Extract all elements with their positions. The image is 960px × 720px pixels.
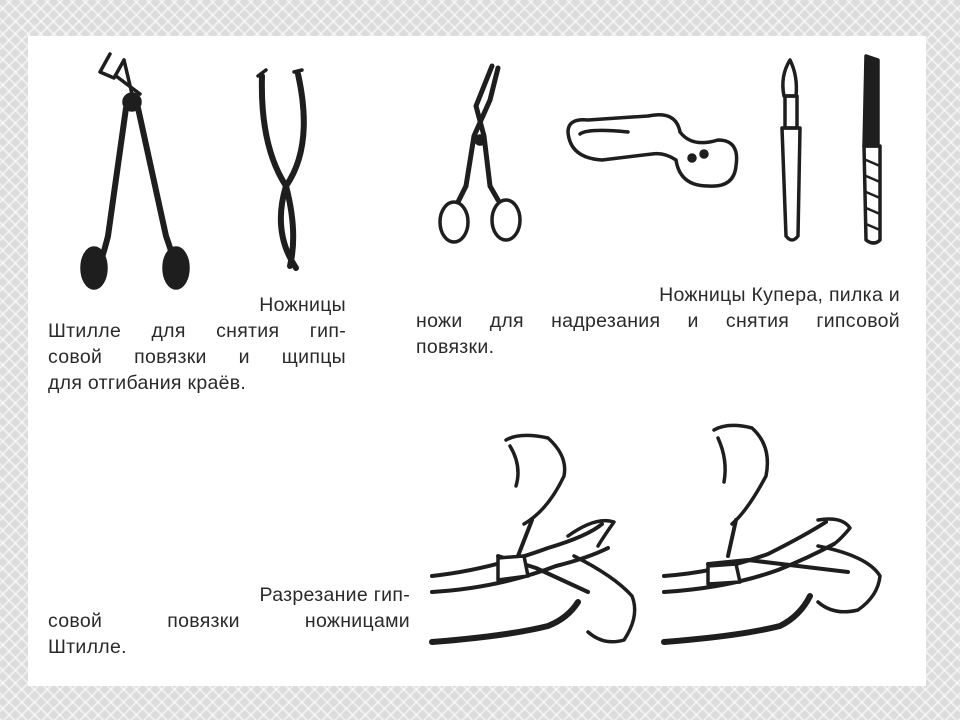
- plaster-knife-2-image: [864, 56, 880, 243]
- caption-line: совой повязки и щипцы: [48, 346, 346, 368]
- caption-line: Ножницы: [259, 294, 346, 316]
- cutting-scene-2-image: [664, 425, 880, 642]
- cast-saw-image: [568, 115, 737, 186]
- caption-line: Штилле для снятия гип-: [48, 320, 346, 342]
- caption-line: ножи для надрезания и снятия гипсовой: [416, 310, 900, 332]
- caption-cooper-tools: [416, 282, 900, 360]
- caption-line: Разрезание гип-: [259, 584, 410, 606]
- caption-line: Штилле.: [48, 636, 127, 658]
- caption-stille-scissors: [48, 292, 346, 396]
- bending-pliers-image: [258, 70, 304, 268]
- cutting-scene-1-image: [432, 435, 635, 642]
- caption-cutting-cast: [48, 582, 410, 660]
- stille-shears-image: [82, 54, 188, 288]
- slide: [28, 36, 926, 686]
- caption-line: совой повязки ножницами: [48, 610, 410, 632]
- plaster-knife-1-image: [782, 60, 800, 240]
- caption-line: Ножницы Купера, пилка и: [659, 284, 900, 306]
- cooper-scissors-image: [440, 66, 520, 242]
- caption-line: для отгибания краёв.: [48, 372, 247, 394]
- caption-line: повязки.: [416, 336, 495, 358]
